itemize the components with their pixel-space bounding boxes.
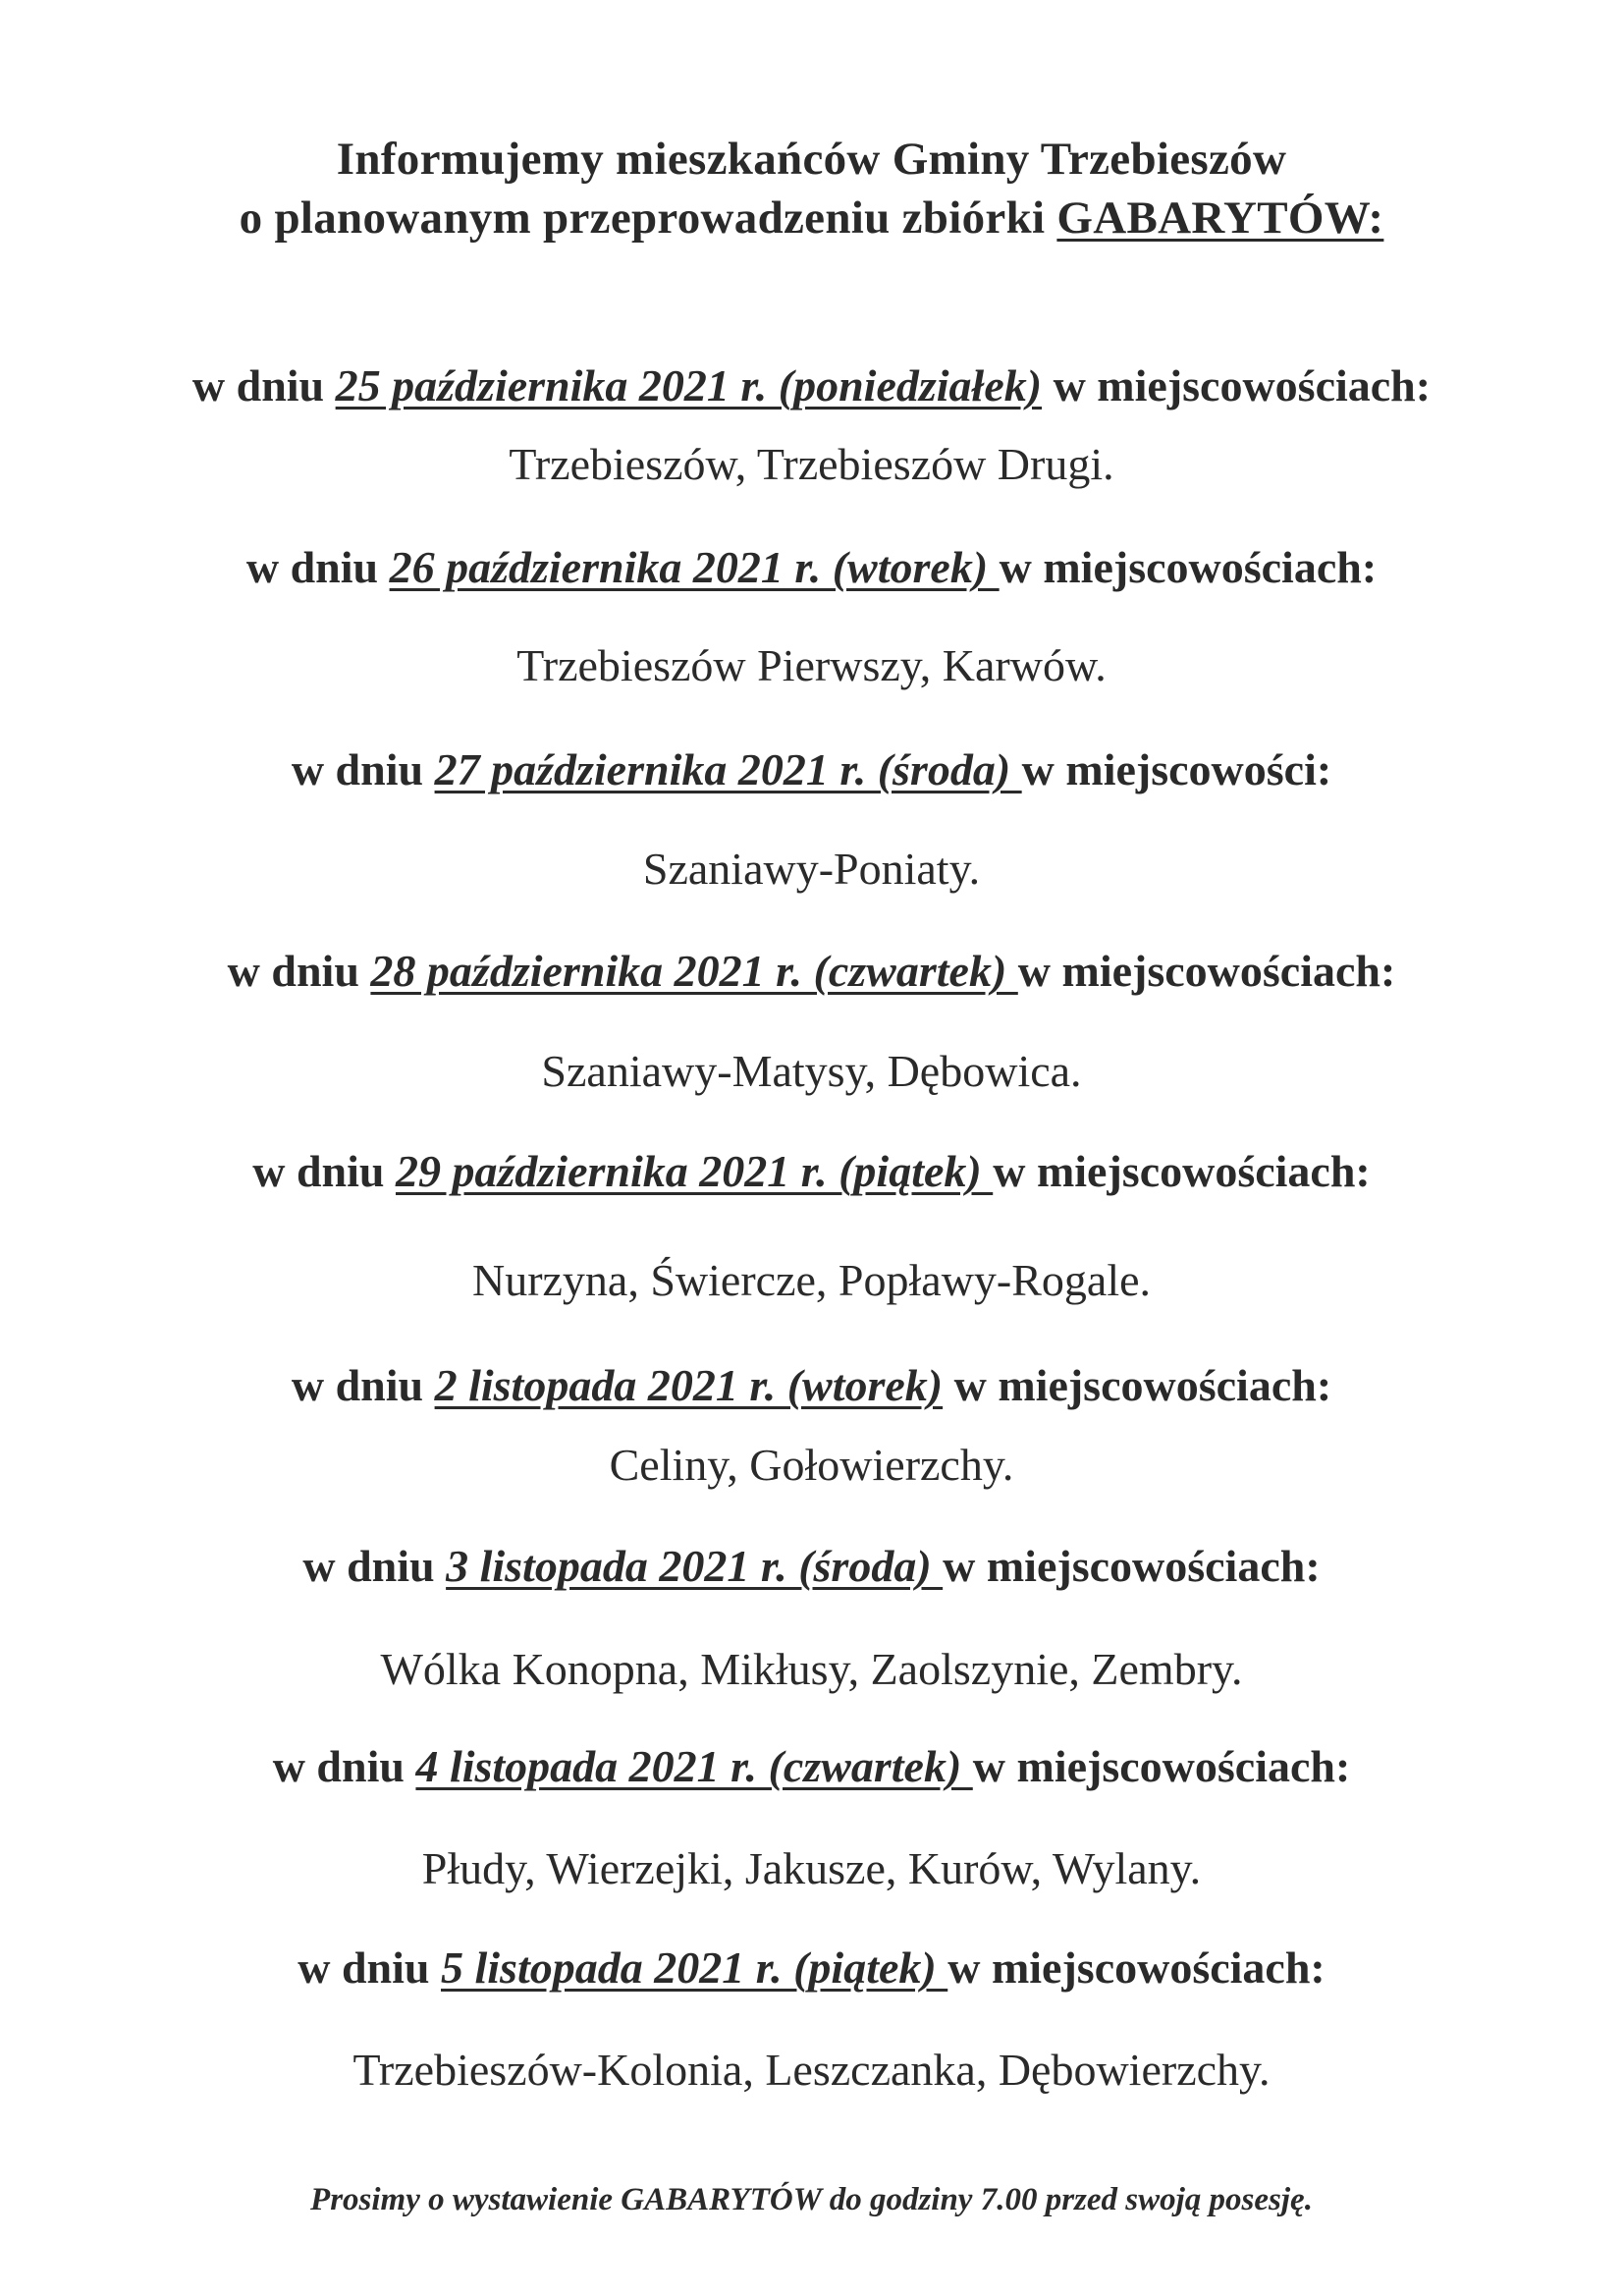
- header-keyword: GABARYTÓW:: [1056, 192, 1384, 244]
- collection-date: 26 października 2021 r. (wtorek): [389, 542, 1000, 592]
- collection-places: Wólka Konopna, Mikłusy, Zaolszynie, Zembry.: [380, 1644, 1243, 1694]
- date-prefix: w dniu: [191, 360, 336, 410]
- date-suffix: w miejscowościach:: [999, 542, 1378, 592]
- collection-date: 5 listopada 2021 r. (piątek): [441, 1942, 948, 1993]
- collection-date: 25 października 2021 r. (poniedziałek): [335, 360, 1043, 410]
- collection-date: 29 października 2021 r. (piątek): [395, 1146, 994, 1196]
- collection-date-line: [0, 944, 1623, 999]
- collection-places: Szaniawy-Matysy, Dębowica.: [541, 1046, 1082, 1096]
- date-prefix: w dniu: [272, 1741, 416, 1791]
- collection-date: 4 listopada 2021 r. (czwartek): [415, 1741, 973, 1791]
- collection-date: 3 listopada 2021 r. (środa): [446, 1541, 944, 1591]
- date-prefix: w dniu: [227, 946, 371, 996]
- collection-date: 2 listopada 2021 r. (wtorek): [434, 1360, 944, 1410]
- date-prefix: w dniu: [291, 744, 435, 794]
- date-prefix: w dniu: [291, 1360, 435, 1410]
- collection-date-line: [0, 1539, 1623, 1594]
- collection-date-line: [0, 1144, 1623, 1199]
- collection-date-line: [0, 1358, 1623, 1413]
- collection-places: Szaniawy-Poniaty.: [642, 844, 981, 894]
- collection-date-line: [0, 742, 1623, 797]
- date-prefix: w dniu: [245, 542, 390, 592]
- collection-date-line: [0, 1739, 1623, 1794]
- date-suffix: w miejscowości:: [1021, 744, 1332, 794]
- collection-places: Trzebieszów-Kolonia, Leszczanka, Dębowierzchy.: [352, 2045, 1271, 2095]
- notice-footer: Prosimy o wystawienie GABARYTÓW do godziny 7.00 przed swoją posesję.: [310, 2182, 1313, 2217]
- header-line-2-text: o planowanym przeprowadzeniu zbiórki: [239, 192, 1057, 244]
- header-line-1: Informujemy mieszkańców Gminy Trzebieszów: [336, 134, 1287, 185]
- collection-places: Nurzyna, Świercze, Popławy-Rogale.: [471, 1255, 1152, 1305]
- date-suffix: w miejscowościach:: [972, 1741, 1351, 1791]
- collection-places: Celiny, Gołowierzchy.: [609, 1440, 1014, 1490]
- date-suffix: w miejscowościach:: [943, 1541, 1321, 1591]
- collection-date-line: [0, 358, 1623, 413]
- date-suffix: w miejscowościach:: [947, 1942, 1325, 1993]
- collection-date-line: [0, 1941, 1623, 1995]
- date-prefix: w dniu: [252, 1146, 396, 1196]
- collection-places: Trzebieszów Pierwszy, Karwów.: [516, 640, 1107, 690]
- date-suffix: w miejscowościach:: [1042, 360, 1432, 410]
- date-prefix: w dniu: [302, 1541, 447, 1591]
- header-line-2: [0, 189, 1623, 247]
- collection-places: Trzebieszów, Trzebieszów Drugi.: [509, 439, 1114, 489]
- notice-header: [0, 130, 1623, 247]
- collection-date: 28 października 2021 r. (czwartek): [370, 946, 1018, 996]
- collection-date: 27 października 2021 r. (środa): [434, 744, 1022, 794]
- date-suffix: w miejscowościach:: [1017, 946, 1396, 996]
- date-prefix: w dniu: [298, 1942, 441, 1993]
- collection-date-line: [0, 540, 1623, 595]
- collection-places: Płudy, Wierzejki, Jakusze, Kurów, Wylany.: [421, 1843, 1202, 1893]
- date-suffix: w miejscowościach:: [993, 1146, 1371, 1196]
- date-suffix: w miejscowościach:: [943, 1360, 1332, 1410]
